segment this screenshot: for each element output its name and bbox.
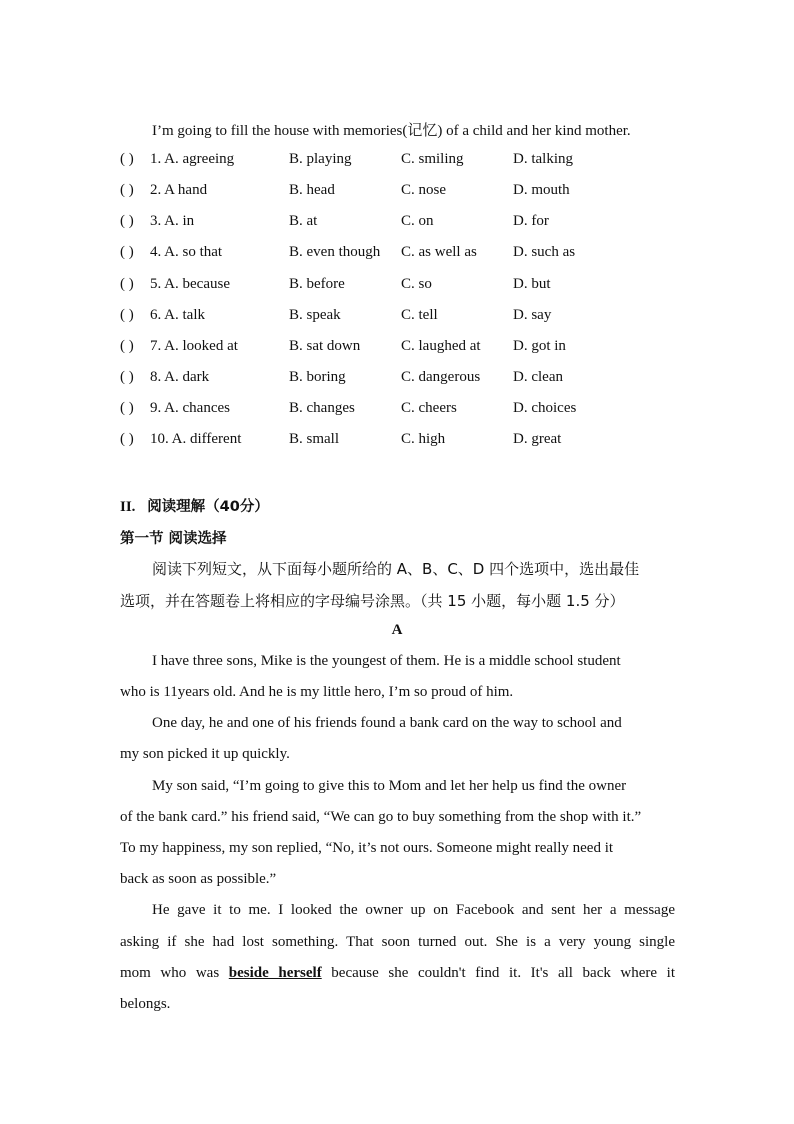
passage-line: My son said, “I’m going to give this to Mom and let her help us find the owner <box>152 778 627 794</box>
option-b: B. speak <box>289 307 341 323</box>
option-d: D. but <box>513 276 551 292</box>
option-c: C. nose <box>401 182 446 198</box>
answer-blank: ( ) <box>120 400 134 416</box>
passage-line: my son picked it up quickly. <box>120 746 290 762</box>
option-b: B. head <box>289 182 335 198</box>
option-c: C. so <box>401 276 432 292</box>
option-d: D. got in <box>513 338 566 354</box>
option-d: D. clean <box>513 369 563 385</box>
answer-blank: ( ) <box>120 431 134 447</box>
option-d: D. such as <box>513 244 576 260</box>
section-title: 阅读理解（40分） <box>147 499 269 515</box>
option-c: C. dangerous <box>401 369 481 385</box>
section-heading <box>120 495 269 516</box>
instruction-line-2: 选项，并在答题卷上将相应的字母编号涂黑。（共 15 小题，每小题 1.5 分） <box>120 592 625 610</box>
passage-line: One day, he and one of his friends found a bank card on the way to school and <box>152 715 622 731</box>
part-title: 第一节 阅读选择 <box>120 531 227 547</box>
option-a: 10. A. different <box>150 431 242 447</box>
option-d: D. mouth <box>513 182 570 198</box>
passage-line-underlined <box>120 965 675 982</box>
passage-line: I have three sons, Mike is the youngest of them. He is a middle school student <box>152 653 621 669</box>
answer-blank: ( ) <box>120 276 134 292</box>
option-b: B. at <box>289 213 318 229</box>
option-b: B. changes <box>289 400 355 416</box>
option-b: B. even though <box>289 244 381 260</box>
passage-line: who is 11years old. And he is my little hero, I’m so proud of him. <box>120 684 514 700</box>
passage-line: of the bank card.” his friend said, “We can go to buy something from the shop with it.” <box>120 809 642 825</box>
passage-text: mom who was <box>120 965 229 981</box>
option-d: D. great <box>513 431 562 447</box>
section-number: II. <box>120 499 136 515</box>
option-a: 8. A. dark <box>150 369 210 385</box>
intro-line: I’m going to fill the house with memories(记忆) of a child and her kind mother. <box>152 123 631 139</box>
passage-line: To my happiness, my son replied, “No, it’s not ours. Someone might really need it <box>120 840 614 856</box>
option-a: 4. A. so that <box>150 244 223 260</box>
instruction-line-1: 阅读下列短文，从下面每小题所给的 A、B、C、D 四个选项中，选出最佳 <box>152 560 640 578</box>
answer-blank: ( ) <box>120 182 134 198</box>
option-c: C. smiling <box>401 151 464 167</box>
option-b: B. sat down <box>289 338 361 354</box>
option-a: 1. A. agreeing <box>150 151 235 167</box>
answer-blank: ( ) <box>120 338 134 354</box>
option-a: 7. A. looked at <box>150 338 238 354</box>
option-a: 9. A. chances <box>150 400 230 416</box>
option-b: B. playing <box>289 151 352 167</box>
passage-text: because she couldn't find it. It's all back where it <box>331 965 676 981</box>
option-d: D. talking <box>513 151 573 167</box>
answer-blank: ( ) <box>120 151 134 167</box>
option-b: B. boring <box>289 369 346 385</box>
passage-line: asking if she had lost something. That soon turned out. She is a very young single <box>120 934 675 950</box>
passage-line: He gave it to me. I looked the owner up on Facebook and sent her a message <box>152 902 675 918</box>
answer-blank: ( ) <box>120 369 134 385</box>
passage-line: back as soon as possible.” <box>120 871 277 887</box>
option-c: C. on <box>401 213 434 229</box>
passage-label: A <box>391 622 403 638</box>
option-d: D. say <box>513 307 552 323</box>
option-a: 6. A. talk <box>150 307 205 323</box>
option-c: C. cheers <box>401 400 457 416</box>
option-d: D. for <box>513 213 549 229</box>
option-c: C. high <box>401 431 446 447</box>
answer-blank: ( ) <box>120 213 134 229</box>
option-a: 5. A. because <box>150 276 230 292</box>
underlined-phrase: beside herself <box>228 965 322 981</box>
option-d: D. choices <box>513 400 577 416</box>
option-b: B. small <box>289 431 340 447</box>
option-c: C. laughed at <box>401 338 481 354</box>
option-c: C. as well as <box>401 244 477 260</box>
answer-blank: ( ) <box>120 307 134 323</box>
passage-line: belongs. <box>120 996 171 1012</box>
option-a: 2. A hand <box>150 182 208 198</box>
option-c: C. tell <box>401 307 438 323</box>
answer-blank: ( ) <box>120 244 134 260</box>
option-b: B. before <box>289 276 345 292</box>
option-a: 3. A. in <box>150 213 195 229</box>
